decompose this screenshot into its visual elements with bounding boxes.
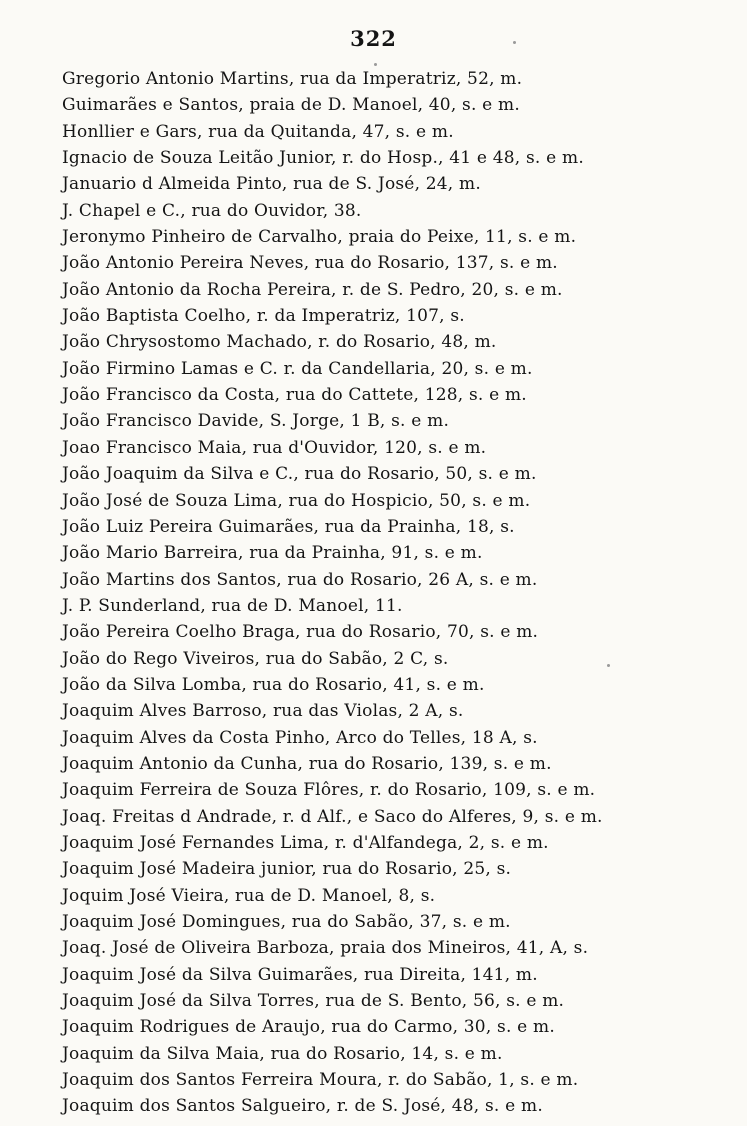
directory-entry: Joaq. José de Oliveira Barboza, praia dos Mineiros, 41, A, s. — [62, 938, 589, 959]
directory-entry: João Antonio da Rocha Pereira, r. de S. Pedro, 20, s. e m. — [62, 279, 563, 300]
directory-entry: J. Chapel e C., rua do Ouvidor, 38. — [62, 200, 362, 221]
directory-entry: Joaquim José da Silva Torres, rua de S. Bento, 56, s. e m. — [62, 991, 565, 1012]
directory-entry: João Joaquim da Silva e C., rua do Rosario, 50, s. e m. — [62, 464, 537, 485]
directory-entry-list — [62, 66, 702, 1120]
directory-entry: Joaquim José Fernandes Lima, r. d'Alfandega, 2, s. e m. — [62, 832, 549, 853]
directory-entry: Joaquim dos Santos Salgueiro, r. de S. José, 48, s. e m. — [62, 1096, 543, 1117]
directory-entry: João Baptista Coelho, r. da Imperatriz, 107, s. — [62, 306, 465, 327]
directory-entry: Joaquim José da Silva Guimarães, rua Direita, 141, m. — [62, 964, 538, 985]
page-number: 322 — [350, 26, 397, 51]
paper-speck — [513, 41, 516, 44]
directory-entry: Joaquim Alves Barroso, rua das Violas, 2 A, s. — [62, 701, 464, 722]
directory-entry: Guimarães e Santos, praia de D. Manoel, 40, s. e m. — [62, 95, 520, 116]
directory-entry: João Mario Barreira, rua da Prainha, 91, s. e m. — [62, 543, 483, 564]
directory-entry: Januario d Almeida Pinto, rua de S. José, 24, m. — [62, 174, 481, 195]
directory-entry: João Firmino Lamas e C. r. da Candellaria, 20, s. e m. — [62, 358, 533, 379]
directory-entry: J. P. Sunderland, rua de D. Manoel, 11. — [62, 595, 403, 616]
directory-entry: Joaquim dos Santos Ferreira Moura, r. do Sabão, 1, s. e m. — [62, 1070, 579, 1091]
directory-entry: Ignacio de Souza Leitão Junior, r. do Hosp., 41 e 48, s. e m. — [62, 148, 584, 169]
directory-entry: João Martins dos Santos, rua do Rosario, 26 A, s. e m. — [62, 569, 538, 590]
directory-entry: Joquim José Vieira, rua de D. Manoel, 8, s. — [62, 885, 436, 906]
directory-entry: Joaquim Antonio da Cunha, rua do Rosario, 139, s. e m. — [62, 753, 552, 774]
directory-entry: João da Silva Lomba, rua do Rosario, 41, s. e m. — [62, 674, 485, 695]
directory-entry: Joao Francisco Maia, rua d'Ouvidor, 120, s. e m. — [62, 437, 487, 458]
directory-entry: João Francisco da Costa, rua do Cattete, 128, s. e m. — [62, 385, 527, 406]
directory-entry: Gregorio Antonio Martins, rua da Imperatriz, 52, m. — [62, 69, 523, 89]
directory-entry: João Luiz Pereira Guimarães, rua da Prainha, 18, s. — [62, 516, 515, 537]
directory-entry: João do Rego Viveiros, rua do Sabão, 2 C, s. — [62, 648, 449, 669]
directory-entry: Joaquim José Domingues, rua do Sabão, 37, s. e m. — [62, 912, 511, 932]
directory-entry: Honllier e Gars, rua da Quitanda, 47, s. e m. — [62, 121, 454, 142]
directory-entry: Joaquim Ferreira de Souza Flôres, r. do Rosario, 109, s. e m. — [62, 780, 596, 801]
directory-entry: Joaquim José Madeira junior, rua do Rosario, 25, s. — [62, 859, 512, 880]
directory-entry: João José de Souza Lima, rua do Hospicio, 50, s. e m. — [62, 490, 531, 511]
directory-entry: João Antonio Pereira Neves, rua do Rosario, 137, s. e m. — [62, 253, 558, 274]
directory-entry: João Chrysostomo Machado, r. do Rosario, 48, m. — [62, 332, 497, 353]
directory-entry: Joaquim Alves da Costa Pinho, Arco do Telles, 18 A, s. — [62, 727, 538, 748]
paper-speck — [607, 664, 610, 667]
directory-entry: João Pereira Coelho Braga, rua do Rosario, 70, s. e m. — [62, 622, 539, 643]
directory-entry: Jeronymo Pinheiro de Carvalho, praia do Peixe, 11, s. e m. — [62, 227, 577, 248]
directory-entry: Joaq. Freitas d Andrade, r. d Alf., e Saco do Alferes, 9, s. e m. — [62, 806, 603, 827]
directory-entry: João Francisco Davide, S. Jorge, 1 B, s. e m. — [62, 411, 450, 432]
directory-entry: Joaquim da Silva Maia, rua do Rosario, 14, s. e m. — [62, 1043, 503, 1064]
directory-entry: Joaquim Rodrigues de Araujo, rua do Carmo, 30, s. e m. — [62, 1017, 555, 1038]
paper-speck — [374, 63, 377, 66]
